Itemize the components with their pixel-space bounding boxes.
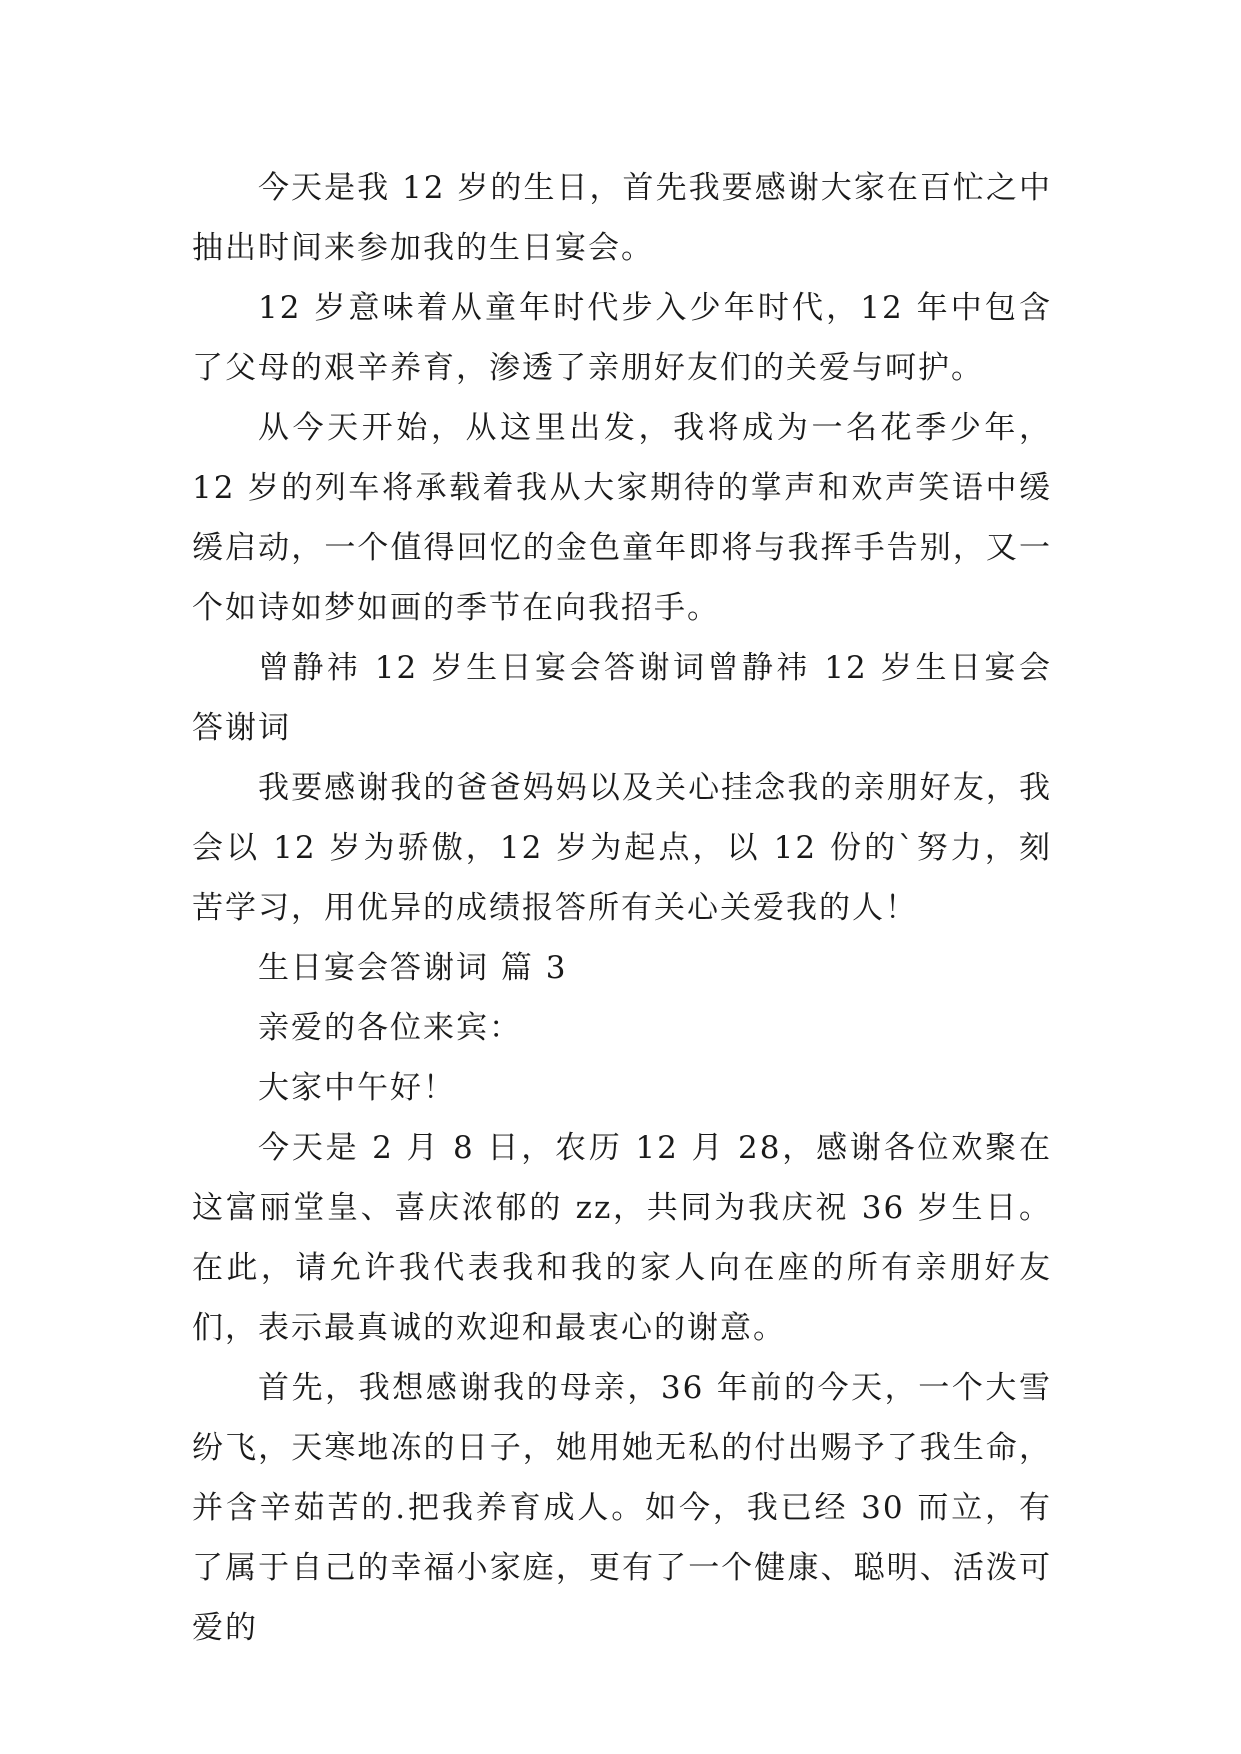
paragraph: 今天是我 12 岁的生日，首先我要感谢大家在百忙之中抽出时间来参加我的生日宴会。 bbox=[192, 170, 1052, 266]
paragraph: 今天是 2 月 8 日，农历 12 月 28，感谢各位欢聚在这富丽堂皇、喜庆浓郁的 zz，共同为我庆祝 36 岁生日。在此，请允许我代表我和我的家人向在座的所有亲朋好友们，表示最真诚的欢迎和最衷心的谢意。 bbox=[192, 1130, 1052, 1346]
greeting: 大家中午好！ bbox=[258, 1070, 456, 1106]
paragraph: 曾静祎 12 岁生日宴会答谢词曾静祎 12 岁生日宴会答谢词 bbox=[192, 650, 1052, 746]
salutation: 亲爱的各位来宾： bbox=[258, 1010, 522, 1046]
document-body bbox=[192, 158, 1052, 1658]
paragraph: 12 岁意味着从童年时代步入少年时代，12 年中包含了父母的艰辛养育，渗透了亲朋好友们的关爱与呵护。 bbox=[192, 290, 1052, 386]
paragraph: 我要感谢我的爸爸妈妈以及关心挂念我的亲朋好友，我会以 12 岁为骄傲，12 岁为起点，以 12 份的`努力，刻苦学习，用优异的成绩报答所有关心关爱我的人！ bbox=[192, 770, 1052, 926]
paragraph: 从今天开始，从这里出发，我将成为一名花季少年，12 岁的列车将承载着我从大家期待的掌声和欢声笑语中缓缓启动，一个值得回忆的金色童年即将与我挥手告别，又一个如诗如梦如画的季节在向我招手。 bbox=[192, 410, 1052, 626]
section-heading: 生日宴会答谢词 篇 3 bbox=[258, 950, 568, 986]
paragraph: 首先，我想感谢我的母亲，36 年前的今天，一个大雪纷飞，天寒地冻的日子，她用她无私的付出赐予了我生命，并含辛茹苦的.把我养育成人。如今，我已经 30 而立，有了属于自己的幸福小家庭，更有了一个健康、聪明、活泼可爱的 bbox=[192, 1370, 1052, 1646]
